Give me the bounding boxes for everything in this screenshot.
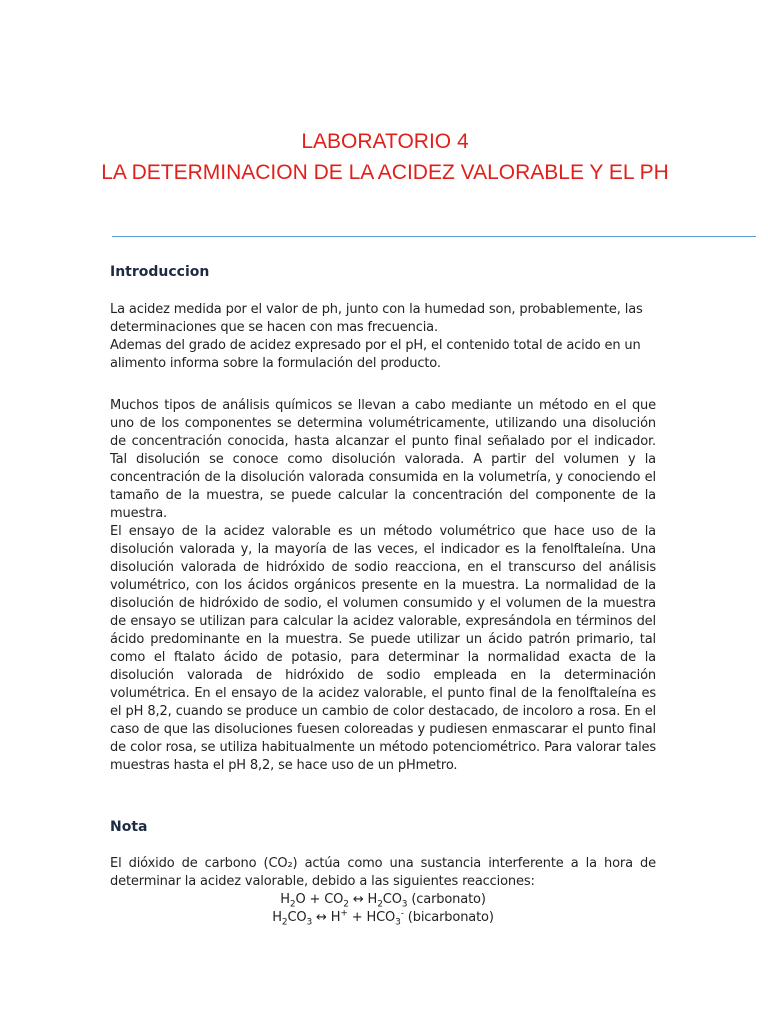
eq2-sup: + bbox=[340, 908, 348, 919]
document-title bbox=[100, 128, 670, 187]
intro-heading: Introduccion bbox=[110, 264, 210, 280]
intro-paragraph-2: Ademas del grado de acidez expresado por el pH, el contenido total de acido en un alimento informa sobre la formulación del producto. bbox=[110, 338, 641, 371]
intro-section bbox=[110, 301, 656, 373]
eq2-arrow: ↔ H bbox=[312, 910, 341, 925]
eq1-sub: 3 bbox=[401, 899, 408, 910]
eq1-sub: 2 bbox=[343, 899, 349, 910]
eq2-sub: 2 bbox=[281, 917, 288, 928]
body-paragraph-2: El ensayo de la acidez valorable es un método volumétrico que hace uso de la disolución valorada y, la mayoría de las veces, el indicador es la fenolftaleína. Una disolución valorada de hidróxido de sodio reacciona, en el transcurso del análisis volumétrico, con los ácidos orgánicos presente en la muestra. La normalidad de la disolución de hidróxido de sodio, el volumen consumido y el volumen de la muestra de ensayo se utilizan para calcular la acidez valorable, expresándola en términos del ácido predominante en la muestra. Se puede utilizar un ácido patrón primario, tal como el ftalato ácido de potasio, para determinar la normalidad exacta de la disolución valorada de hidróxido de sodio empleada en la determinación volumétrica. En el ensayo de la acidez valorable, el punto final de la fenolftaleína es el pH 8,2, cuando se produce un cambio de color destacado, de incoloro a rosa. En el caso de que las disoluciones fuesen coloreadas y pudiesen enmascarar el punto final de color rosa, se utiliza habitualmente un método potenciométrico. Para valorar tales muestras hasta el pH 8,2, se hace uso de un pHmetro. bbox=[110, 524, 656, 773]
reaction-equation-1 bbox=[110, 891, 656, 909]
eq2-text: CO bbox=[287, 910, 307, 925]
eq2-sup: - bbox=[400, 908, 404, 919]
eq1-sub: 2 bbox=[377, 899, 383, 910]
eq1-sub: 2 bbox=[289, 899, 296, 910]
eq1-arrow: ↔ H bbox=[348, 892, 378, 907]
reaction-equation-2 bbox=[110, 909, 656, 927]
title-divider bbox=[112, 236, 756, 237]
eq2-sub: 3 bbox=[306, 917, 313, 928]
nota-section bbox=[110, 855, 656, 927]
eq2-sub: 3 bbox=[395, 917, 401, 928]
eq1-text: CO bbox=[382, 892, 402, 907]
eq2-h: H bbox=[272, 910, 282, 925]
eq1-text: O + CO bbox=[295, 892, 344, 907]
eq2-label: (bicarbonato) bbox=[403, 910, 494, 925]
title-line-1: LABORATORIO 4 bbox=[301, 130, 469, 153]
title-line-2: LA DETERMINACION DE LA ACIDEZ VALORABLE Y EL PH bbox=[101, 161, 669, 184]
intro-paragraph-1: La acidez medida por el valor de ph, junto con la humedad son, probablemente, las determinaciones que se hacen con mas frecuencia. bbox=[110, 302, 643, 335]
eq2-text: + HCO bbox=[347, 910, 396, 925]
eq1-h: H bbox=[280, 892, 290, 907]
nota-heading: Nota bbox=[110, 819, 148, 835]
body-paragraph-1: Muchos tipos de análisis químicos se llevan a cabo mediante un método en el que uno de los componentes se determina volumétricamente, utilizando una disolución de concentración conocida, hasta alcanzar el punto final señalado por el indicador. Tal disolución se conoce como disolución valorada. A partir del volumen y la concentración de la disolución valorada consumida en la volumetría, y conociendo el tamaño de la muestra, se puede calcular la concentración del componente de la muestra. bbox=[110, 398, 656, 521]
nota-paragraph: El dióxido de carbono (CO₂) actúa como una sustancia interferente a la hora de determinar la acidez valorable, debido a las siguientes reacciones: bbox=[110, 856, 656, 889]
eq1-label: (carbonato) bbox=[407, 892, 486, 907]
body-section bbox=[110, 397, 656, 775]
